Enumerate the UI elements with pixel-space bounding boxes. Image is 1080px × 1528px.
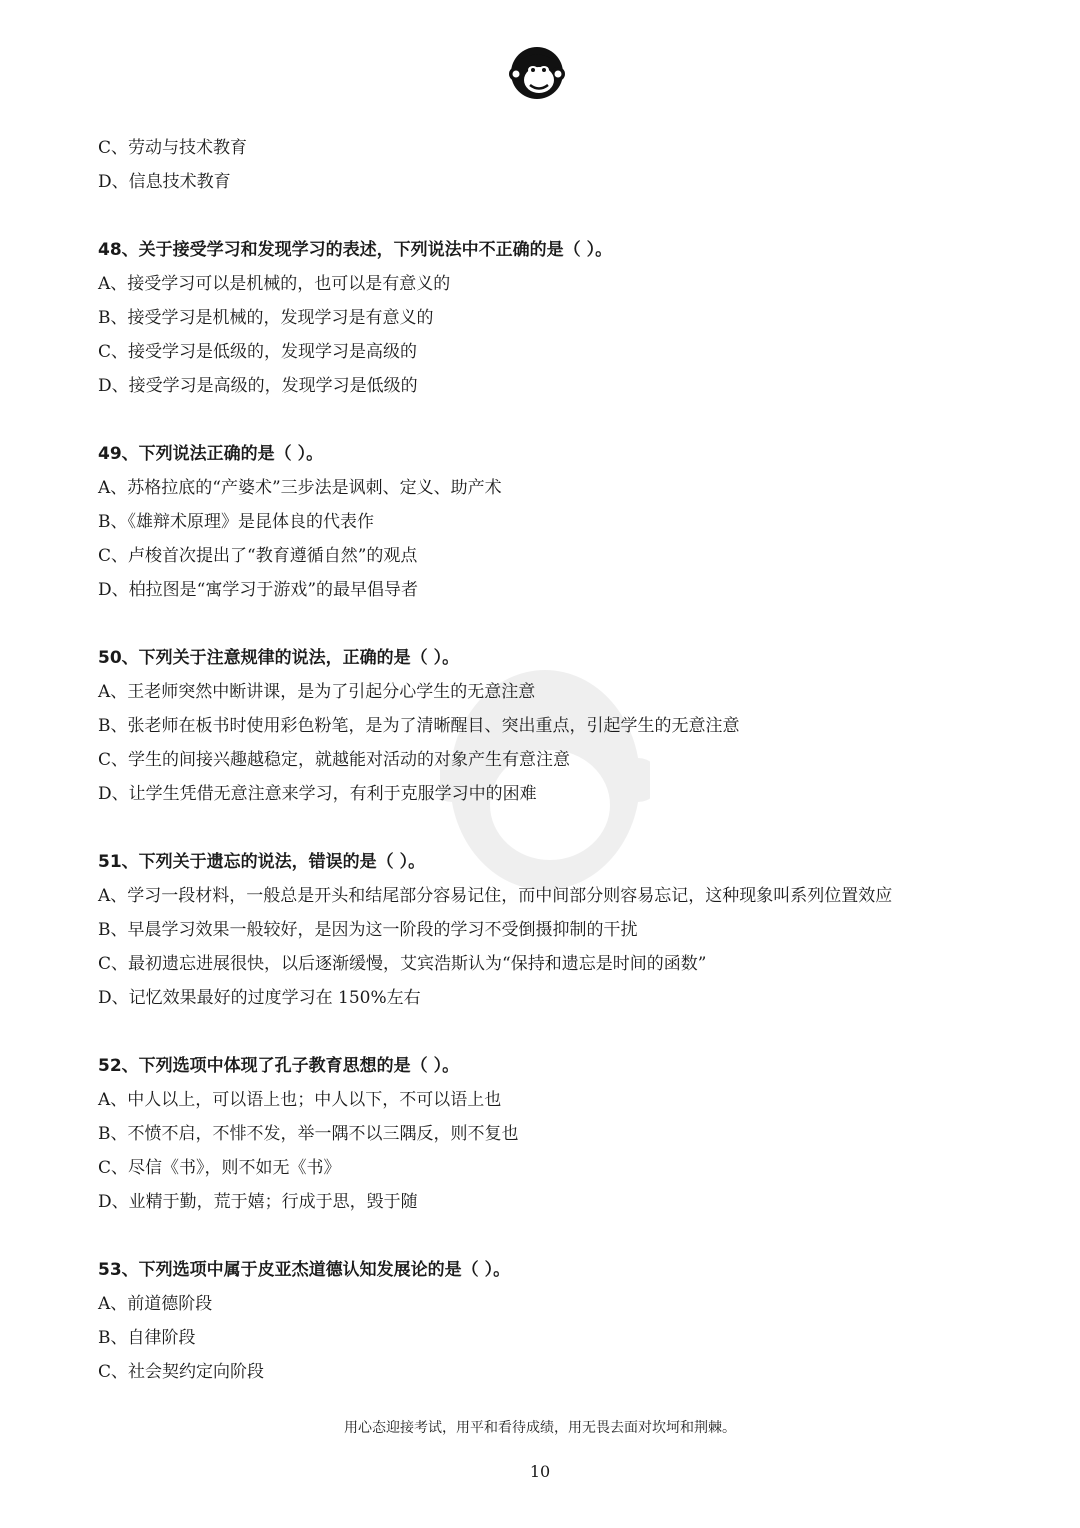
question-52 <box>98 1049 998 1219</box>
page-number: 10 <box>529 1462 551 1481</box>
question-53 <box>98 1253 998 1389</box>
option-b: B、早晨学习效果一般较好，是因为这一阶段的学习不受倒摄抑制的干扰 <box>98 920 638 940</box>
option-b: B、接受学习是机械的，发现学习是有意义的 <box>98 308 434 328</box>
option-c: C、劳动与技术教育 <box>98 138 248 158</box>
option-c: C、社会契约定向阶段 <box>98 1362 265 1382</box>
option-d: D、业精于勤，荒于嬉；行成于思，毁于随 <box>98 1192 418 1212</box>
option-b: B、《雄辩术原理》是昆体良的代表作 <box>98 512 374 532</box>
option-a: A、接受学习可以是机械的，也可以是有意义的 <box>98 274 451 294</box>
option-c: C、学生的间接兴趣越稳定，就越能对活动的对象产生有意注意 <box>98 750 571 770</box>
option-d: D、柏拉图是“寓学习于游戏”的最早倡导者 <box>98 580 419 600</box>
question-50 <box>98 641 998 811</box>
question-title: 51、下列关于遗忘的说法，错误的是（ ）。 <box>98 852 426 872</box>
option-b: B、自律阶段 <box>98 1328 196 1348</box>
option-d: D、信息技术教育 <box>98 172 231 192</box>
question-51 <box>98 845 998 1015</box>
question-title: 50、下列关于注意规律的说法，正确的是（ ）。 <box>98 648 460 668</box>
carryover-question-options <box>98 131 998 199</box>
option-a: A、学习一段材料，一般总是开头和结尾部分容易记住，而中间部分则容易忘记，这种现象叫系列位置效应 <box>98 886 893 906</box>
question-48 <box>98 233 998 403</box>
footer-motto: 用心态迎接考试，用平和看待成绩，用无畏去面对坎坷和荆棘。 <box>344 1420 736 1436</box>
option-a: A、苏格拉底的“产婆术”三步法是讽刺、定义、助产术 <box>98 478 502 498</box>
option-a: A、王老师突然中断讲课，是为了引起分心学生的无意注意 <box>98 682 536 702</box>
question-title: 48、关于接受学习和发现学习的表述，下列说法中不正确的是（ ）。 <box>98 240 613 260</box>
option-a: A、中人以上，可以语上也；中人以下，不可以语上也 <box>98 1090 502 1110</box>
monkey-head-logo-icon <box>506 40 568 102</box>
question-title: 53、下列选项中属于皮亚杰道德认知发展论的是（ ）。 <box>98 1260 511 1280</box>
option-a: A、前道德阶段 <box>98 1294 213 1314</box>
option-c: C、尽信《书》，则不如无《书》 <box>98 1158 341 1178</box>
option-c: C、接受学习是低级的，发现学习是高级的 <box>98 342 418 362</box>
option-d: D、记忆效果最好的过度学习在 150%左右 <box>98 988 421 1008</box>
option-b: B、张老师在板书时使用彩色粉笔，是为了清晰醒目、突出重点，引起学生的无意注意 <box>98 716 740 736</box>
option-b: B、不愤不启，不悱不发，举一隅不以三隅反，则不复也 <box>98 1124 519 1144</box>
question-title: 49、下列说法正确的是（ ）。 <box>98 444 324 464</box>
option-d: D、让学生凭借无意注意来学习，有利于克服学习中的困难 <box>98 784 537 804</box>
question-49 <box>98 437 998 607</box>
question-title: 52、下列选项中体现了孔子教育思想的是（ ）。 <box>98 1056 460 1076</box>
option-c: C、卢梭首次提出了“教育遵循自然”的观点 <box>98 546 418 566</box>
exam-page-body <box>98 131 998 1389</box>
option-d: D、接受学习是高级的，发现学习是低级的 <box>98 376 418 396</box>
option-c: C、最初遗忘进展很快，以后逐渐缓慢，艾宾浩斯认为“保持和遗忘是时间的函数” <box>98 954 707 974</box>
